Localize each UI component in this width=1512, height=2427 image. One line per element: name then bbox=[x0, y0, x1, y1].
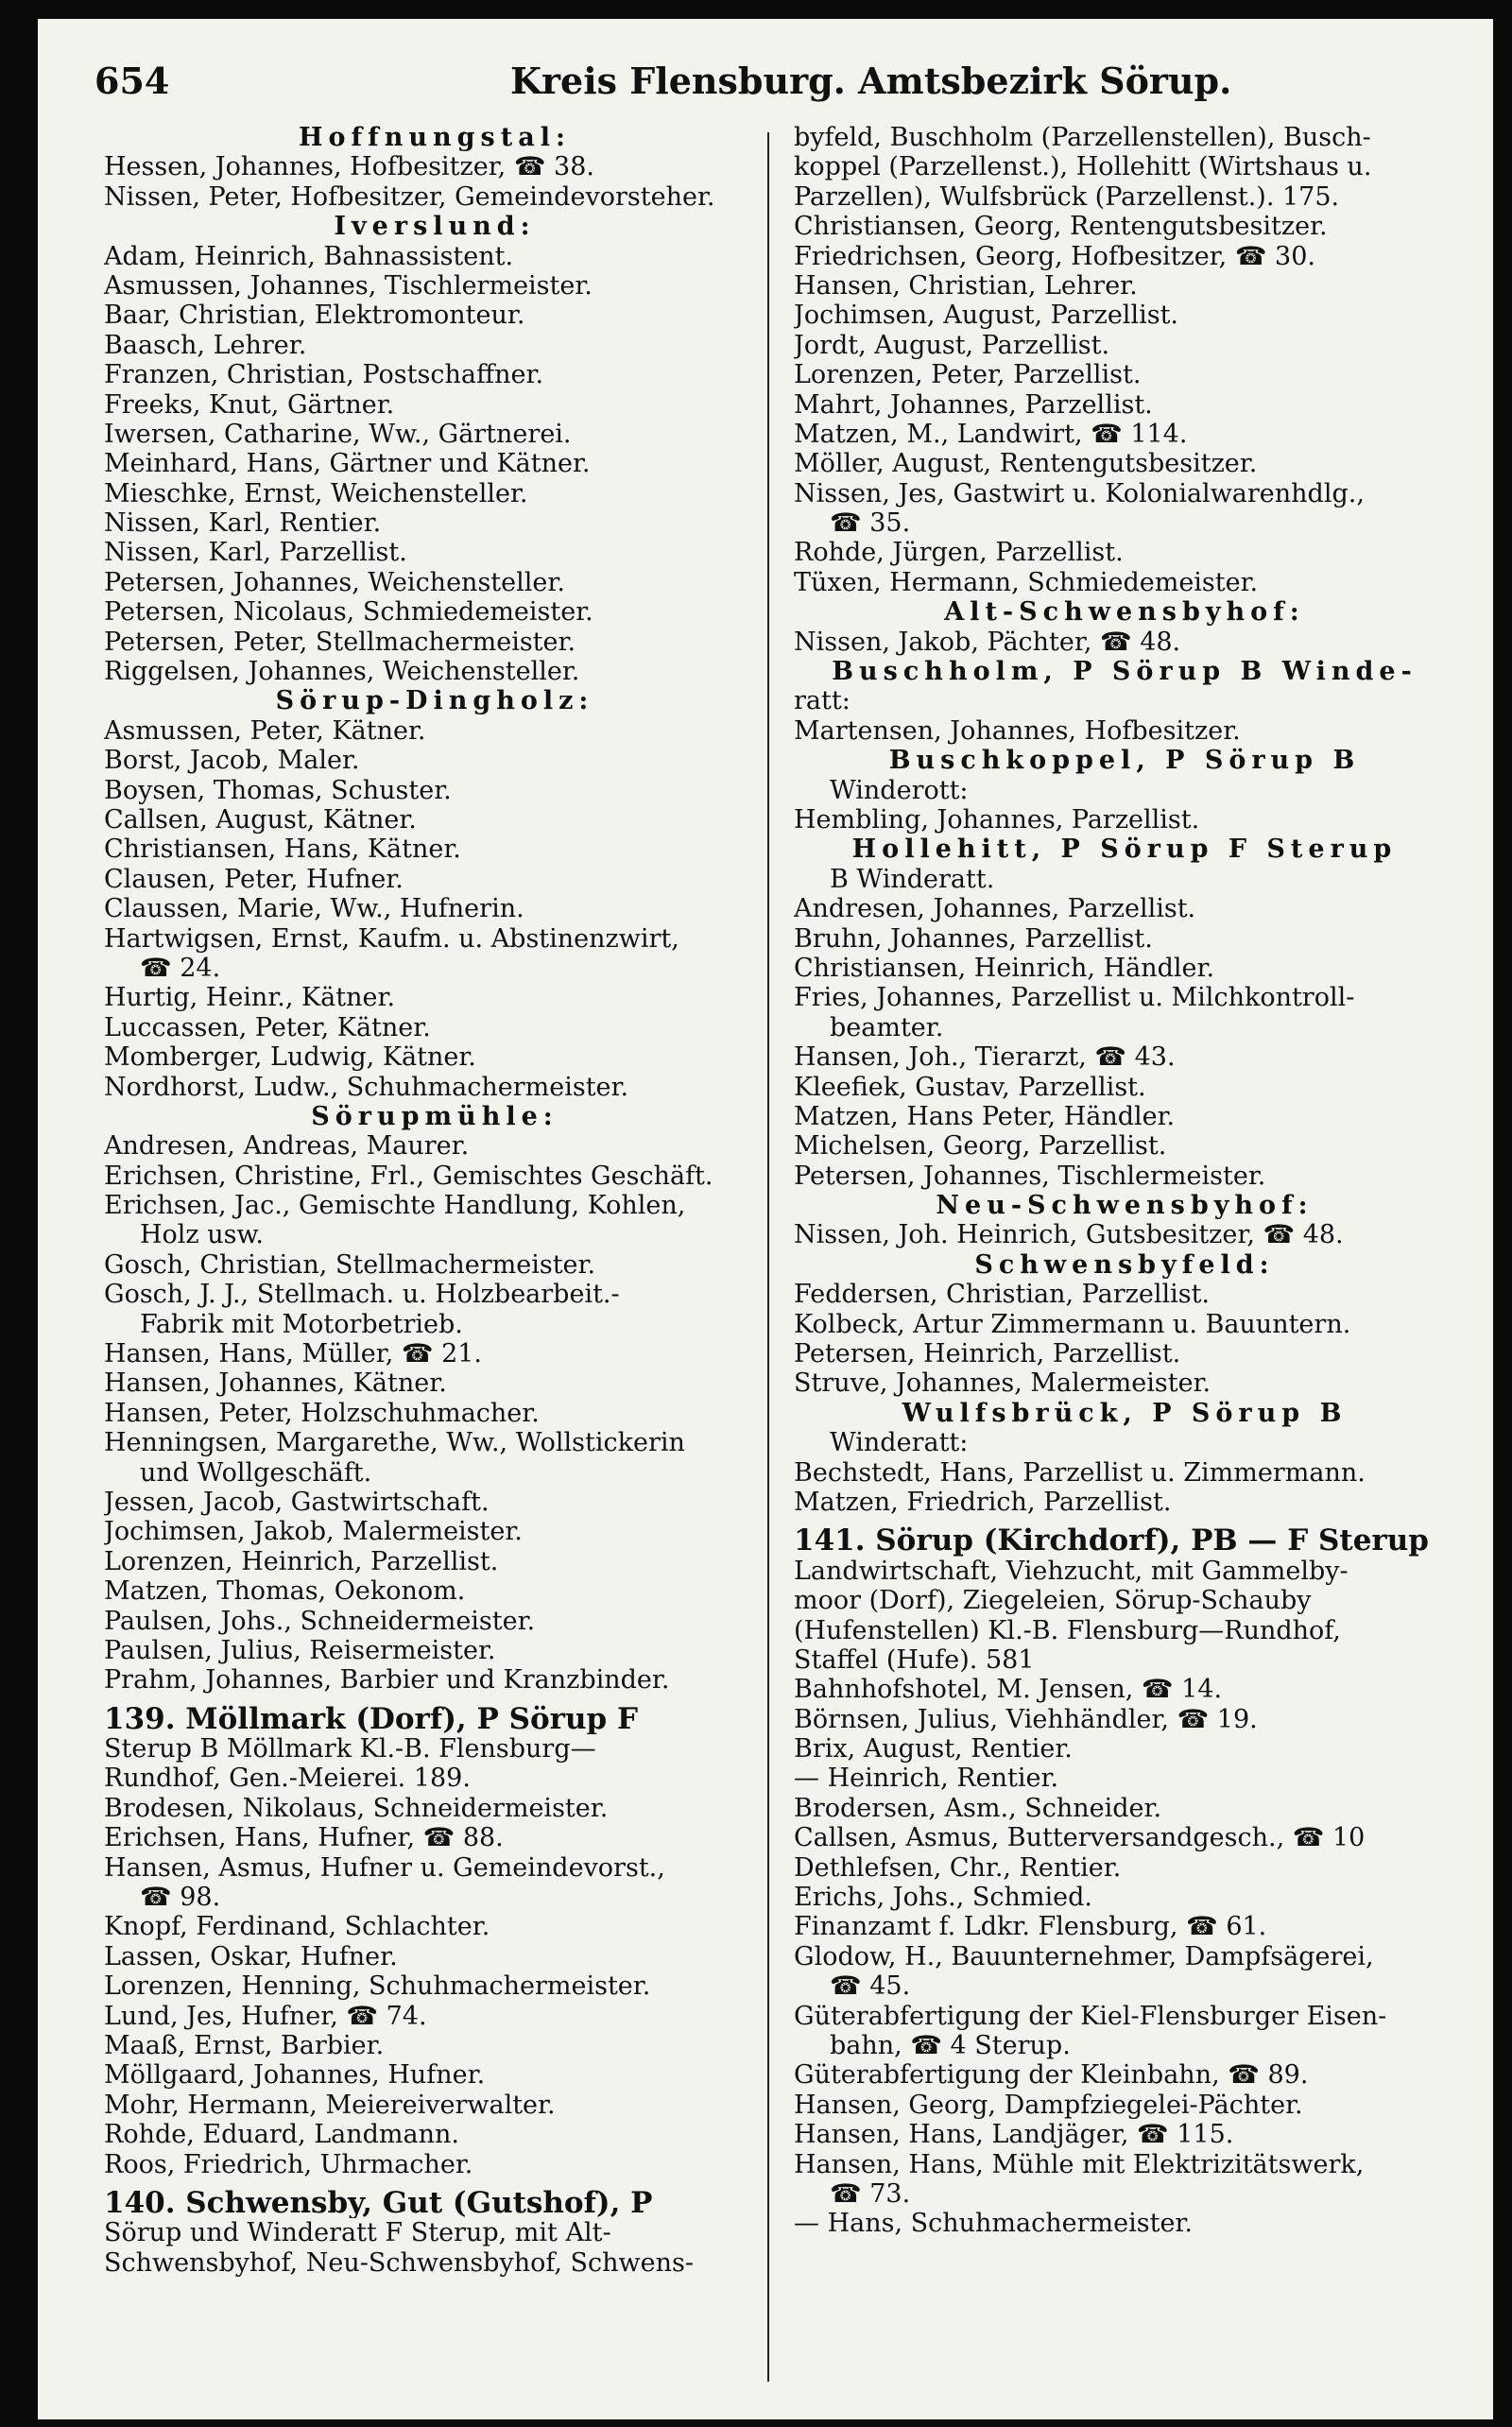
directory-line: B Winderatt. bbox=[830, 864, 995, 894]
directory-line: Lorenzen, Peter, Parzellist. bbox=[794, 360, 1142, 390]
directory-line: Lorenzen, Heinrich, Parzellist. bbox=[104, 1546, 499, 1576]
section-heading: Schwensbyfeld: bbox=[974, 1249, 1275, 1280]
directory-line: Hansen, Asmus, Hufner u. Gemeindevorst., bbox=[104, 1852, 665, 1883]
directory-line: Hessen, Johannes, Hofbesitzer, ☎ 38. bbox=[104, 152, 594, 182]
directory-line: Güterabfertigung der Kleinbahn, ☎ 89. bbox=[794, 2060, 1309, 2091]
directory-line: Glodow, H., Bauunternehmer, Dampfsägerei, bbox=[794, 1941, 1374, 1971]
section-heading: Wulfsbrück, P Sörup B bbox=[902, 1398, 1348, 1428]
section-heading: Sörup-Dingholz: bbox=[275, 686, 594, 716]
directory-line: Boysen, Thomas, Schuster. bbox=[104, 775, 452, 805]
directory-line: Rohde, Eduard, Landmann. bbox=[104, 2120, 459, 2150]
directory-line: byfeld, Buschholm (Parzellenstellen), Busch- bbox=[794, 123, 1371, 152]
directory-line: Erichsen, Hans, Hufner, ☎ 88. bbox=[104, 1823, 504, 1853]
directory-line: Jochimsen, Jakob, Malermeister. bbox=[104, 1517, 523, 1547]
directory-line: Callsen, August, Kätner. bbox=[104, 804, 417, 835]
directory-line: Lassen, Oskar, Hufner. bbox=[104, 1941, 398, 1971]
directory-line: Franzen, Christian, Postschaffner. bbox=[104, 360, 544, 390]
directory-line: Bahnhofshotel, M. Jensen, ☎ 14. bbox=[794, 1675, 1223, 1705]
left-column bbox=[104, 123, 765, 2391]
directory-line: Christiansen, Heinrich, Händler. bbox=[794, 953, 1215, 983]
directory-line: Hansen, Georg, Dampfziegelei-Pächter. bbox=[794, 2090, 1303, 2120]
directory-line: — Hans, Schuhmachermeister. bbox=[794, 2209, 1193, 2239]
directory-line: Roos, Friedrich, Uhrmacher. bbox=[104, 2149, 473, 2179]
directory-line: Hansen, Hans, Mühle mit Elektrizitätswerk, bbox=[794, 2149, 1365, 2179]
directory-line: Jochimsen, August, Parzellist. bbox=[794, 301, 1179, 331]
section-heading: Alt-Schwensbyhof: bbox=[944, 597, 1305, 628]
directory-line: Christiansen, Hans, Kätner. bbox=[104, 835, 461, 865]
directory-line: ☎ 45. bbox=[830, 1971, 911, 2002]
directory-line: Lorenzen, Henning, Schuhmachermeister. bbox=[104, 1971, 651, 2002]
directory-line: Jessen, Jacob, Gastwirtschaft. bbox=[104, 1487, 490, 1517]
directory-line: Dethlefsen, Chr., Rentier. bbox=[794, 1852, 1122, 1883]
section-heading: Sörupmühle: bbox=[311, 1101, 558, 1131]
directory-line: Rohde, Jürgen, Parzellist. bbox=[794, 538, 1124, 568]
directory-line: Staffel (Hufe). 581 bbox=[794, 1644, 1035, 1675]
directory-line: Freeks, Knut, Gärtner. bbox=[104, 389, 395, 420]
directory-line: Erichs, Johs., Schmied. bbox=[794, 1883, 1092, 1913]
directory-line: Brix, August, Rentier. bbox=[794, 1734, 1073, 1764]
directory-line: Bechstedt, Hans, Parzellist u. Zimmermann. bbox=[794, 1457, 1366, 1488]
column-divider bbox=[767, 132, 769, 2382]
directory-line: Claussen, Marie, Ww., Hufnerin. bbox=[104, 894, 524, 924]
directory-line: Jordt, August, Parzellist. bbox=[794, 330, 1110, 360]
directory-line: und Wollgeschäft. bbox=[140, 1457, 372, 1488]
directory-line: Matzen, Hans Peter, Händler. bbox=[794, 1101, 1176, 1131]
directory-line: Bruhn, Johannes, Parzellist. bbox=[794, 923, 1153, 954]
directory-line: Nissen, Karl, Parzellist. bbox=[104, 538, 407, 568]
directory-line: ratt: bbox=[794, 686, 850, 716]
section-heading: Hollehitt, P Sörup F Sterup bbox=[851, 835, 1398, 865]
directory-line: Winderatt: bbox=[830, 1428, 969, 1458]
directory-line: Kolbeck, Artur Zimmermann u. Bauuntern. bbox=[794, 1309, 1351, 1339]
directory-line: Adam, Heinrich, Bahnassistent. bbox=[104, 241, 514, 271]
locality-entry: 141. Sörup (Kirchdorf), PB — F Sterup bbox=[794, 1526, 1429, 1557]
directory-line: Mahrt, Johannes, Parzellist. bbox=[794, 389, 1153, 420]
directory-line: Mohr, Hermann, Meiereiverwalter. bbox=[104, 2090, 556, 2120]
directory-line: Rundhof, Gen.-Meierei. 189. bbox=[104, 1764, 471, 1794]
directory-line: Parzellen), Wulfsbrück (Parzellenst.). 175. bbox=[794, 181, 1340, 212]
locality-entry: 139. Möllmark (Dorf), P Sörup F bbox=[104, 1704, 638, 1735]
section-heading: Buschholm, P Sörup B Winde- bbox=[832, 657, 1418, 687]
directory-line: Hansen, Johannes, Kätner. bbox=[104, 1368, 447, 1399]
section-heading: Neu-Schwensbyhof: bbox=[936, 1191, 1314, 1221]
directory-line: Nissen, Karl, Rentier. bbox=[104, 508, 382, 539]
directory-line: Landwirtschaft, Viehzucht, mit Gammelby- bbox=[794, 1556, 1349, 1586]
directory-line: ☎ 73. bbox=[830, 2178, 911, 2209]
directory-line: Feddersen, Christian, Parzellist. bbox=[794, 1280, 1211, 1310]
directory-line: Hansen, Joh., Tierarzt, ☎ 43. bbox=[794, 1042, 1176, 1073]
directory-line: Nissen, Peter, Hofbesitzer, Gemeindevorsteher. bbox=[104, 181, 715, 212]
directory-line: Erichsen, Jac., Gemischte Handlung, Kohlen, bbox=[104, 1191, 686, 1221]
section-heading: Hoffnungstal: bbox=[299, 123, 571, 152]
directory-line: Winderott: bbox=[830, 775, 969, 805]
directory-line: Asmussen, Peter, Kätner. bbox=[104, 715, 426, 746]
directory-line: Nissen, Jes, Gastwirt u. Kolonialwarenhdlg., bbox=[794, 478, 1365, 508]
directory-line: Holz usw. bbox=[140, 1220, 264, 1250]
directory-line: Hansen, Hans, Müller, ☎ 21. bbox=[104, 1339, 483, 1369]
directory-line: Asmussen, Johannes, Tischlermeister. bbox=[104, 270, 593, 301]
directory-line: Güterabfertigung der Kiel-Flensburger Eisen- bbox=[794, 2001, 1387, 2031]
directory-line: Borst, Jacob, Maler. bbox=[104, 746, 360, 776]
directory-line: Nissen, Joh. Heinrich, Gutsbesitzer, ☎ 48. bbox=[794, 1220, 1344, 1250]
directory-line: Börnsen, Julius, Viehhändler, ☎ 19. bbox=[794, 1704, 1258, 1734]
directory-line: Clausen, Peter, Hufner. bbox=[104, 864, 404, 894]
directory-line: Baasch, Lehrer. bbox=[104, 330, 307, 360]
directory-line: Paulsen, Julius, Reisermeister. bbox=[104, 1635, 496, 1665]
directory-line: Möller, August, Rentengutsbesitzer. bbox=[794, 449, 1258, 479]
directory-line: Tüxen, Hermann, Schmiedemeister. bbox=[794, 567, 1259, 597]
directory-line: Callsen, Asmus, Butterversandgesch., ☎ 10 bbox=[794, 1823, 1366, 1853]
page-title: Kreis Flensburg. Amtsbezirk Sörup. bbox=[510, 60, 1232, 102]
directory-line: beamter. bbox=[830, 1012, 944, 1042]
directory-line: Matzen, Friedrich, Parzellist. bbox=[794, 1487, 1172, 1517]
directory-line: Iwersen, Catharine, Ww., Gärtnerei. bbox=[104, 419, 572, 449]
directory-line: Nissen, Jakob, Pächter, ☎ 48. bbox=[794, 627, 1181, 657]
directory-line: Knopf, Ferdinand, Schlachter. bbox=[104, 1912, 490, 1942]
directory-line: Struve, Johannes, Malermeister. bbox=[794, 1368, 1211, 1399]
section-heading: Buschkoppel, P Sörup B bbox=[888, 746, 1361, 776]
directory-line: Möllgaard, Johannes, Hufner. bbox=[104, 2060, 486, 2091]
directory-line: Prahm, Johannes, Barbier und Kranzbinder. bbox=[104, 1665, 670, 1695]
right-column bbox=[794, 123, 1455, 2391]
directory-line: Mieschke, Ernst, Weichensteller. bbox=[104, 478, 528, 508]
directory-line: Fabrik mit Motorbetrieb. bbox=[140, 1309, 463, 1339]
page-number: 654 bbox=[94, 60, 170, 102]
directory-line: Hansen, Christian, Lehrer. bbox=[794, 270, 1138, 301]
directory-line: ☎ 98. bbox=[140, 1883, 221, 1913]
directory-line: Andresen, Johannes, Parzellist. bbox=[794, 894, 1196, 924]
directory-line: Andresen, Andreas, Maurer. bbox=[104, 1131, 470, 1162]
directory-line: Riggelsen, Johannes, Weichensteller. bbox=[104, 657, 580, 687]
directory-line: Friedrichsen, Georg, Hofbesitzer, ☎ 30. bbox=[794, 241, 1315, 271]
directory-line: Lund, Jes, Hufner, ☎ 74. bbox=[104, 2001, 427, 2031]
directory-line: Brodesen, Nikolaus, Schneidermeister. bbox=[104, 1793, 609, 1823]
directory-line: koppel (Parzellenst.), Hollehitt (Wirtshaus u. bbox=[794, 152, 1372, 182]
directory-line: Michelsen, Georg, Parzellist. bbox=[794, 1131, 1167, 1162]
directory-line: Momberger, Ludwig, Kätner. bbox=[104, 1042, 476, 1073]
directory-line: Sörup und Winderatt F Sterup, mit Alt- bbox=[104, 2218, 611, 2248]
directory-line: Finanzamt f. Ldkr. Flensburg, ☎ 61. bbox=[794, 1912, 1267, 1942]
directory-line: Erichsen, Christine, Frl., Gemischtes Geschäft. bbox=[104, 1161, 713, 1191]
directory-line: bahn, ☎ 4 Sterup. bbox=[830, 2031, 1071, 2060]
directory-line: Christiansen, Georg, Rentengutsbesitzer. bbox=[794, 212, 1328, 242]
directory-line: Petersen, Nicolaus, Schmiedemeister. bbox=[104, 597, 593, 628]
section-heading: Iverslund: bbox=[334, 212, 536, 242]
directory-line: Baar, Christian, Elektromonteur. bbox=[104, 301, 525, 331]
directory-line: Hurtig, Heinr., Kätner. bbox=[104, 983, 396, 1013]
directory-line: Luccassen, Peter, Kätner. bbox=[104, 1012, 431, 1042]
directory-line: Brodersen, Asm., Schneider. bbox=[794, 1793, 1162, 1823]
page-header bbox=[94, 52, 1436, 109]
directory-line: Nordhorst, Ludw., Schuhmachermeister. bbox=[104, 1072, 629, 1102]
directory-line: Matzen, M., Landwirt, ☎ 114. bbox=[794, 419, 1188, 449]
directory-line: Petersen, Johannes, Weichensteller. bbox=[104, 567, 565, 597]
directory-line: — Heinrich, Rentier. bbox=[794, 1764, 1059, 1794]
directory-line: Fries, Johannes, Parzellist u. Milchkontroll- bbox=[794, 983, 1355, 1013]
directory-line: Hansen, Peter, Holzschuhmacher. bbox=[104, 1398, 540, 1428]
directory-line: Matzen, Thomas, Oekonom. bbox=[104, 1576, 466, 1607]
directory-line: Martensen, Johannes, Hofbesitzer. bbox=[794, 715, 1241, 746]
directory-line: ☎ 24. bbox=[140, 953, 221, 983]
directory-line: Hartwigsen, Ernst, Kaufm. u. Abstinenzwirt, bbox=[104, 923, 679, 954]
directory-line: Henningsen, Margarethe, Ww., Wollstickerin bbox=[104, 1428, 685, 1458]
locality-entry: 140. Schwensby, Gut (Gutshof), P bbox=[104, 2188, 653, 2219]
directory-line: Schwensbyhof, Neu-Schwensbyhof, Schwens- bbox=[104, 2247, 695, 2278]
directory-line: ☎ 35. bbox=[830, 508, 911, 539]
directory-line: Hembling, Johannes, Parzellist. bbox=[794, 804, 1200, 835]
directory-line: (Hufenstellen) Kl.-B. Flensburg—Rundhof, bbox=[794, 1615, 1341, 1645]
directory-line: Paulsen, Johs., Schneidermeister. bbox=[104, 1606, 536, 1636]
directory-line: Maaß, Ernst, Barbier. bbox=[104, 2031, 385, 2060]
directory-line: Petersen, Peter, Stellmachermeister. bbox=[104, 627, 576, 657]
directory-line: moor (Dorf), Ziegeleien, Sörup-Schauby bbox=[794, 1586, 1312, 1616]
directory-line: Gosch, Christian, Stellmachermeister. bbox=[104, 1249, 596, 1280]
directory-line: Petersen, Johannes, Tischlermeister. bbox=[794, 1161, 1266, 1191]
directory-line: Meinhard, Hans, Gärtner und Kätner. bbox=[104, 449, 591, 479]
directory-line: Sterup B Möllmark Kl.-B. Flensburg— bbox=[104, 1734, 596, 1764]
directory-line: Petersen, Heinrich, Parzellist. bbox=[794, 1339, 1181, 1369]
directory-line: Hansen, Hans, Landjäger, ☎ 115. bbox=[794, 2120, 1234, 2150]
directory-line: Gosch, J. J., Stellmach. u. Holzbearbeit.- bbox=[104, 1280, 620, 1310]
directory-line: Kleefiek, Gustav, Parzellist. bbox=[794, 1072, 1146, 1102]
